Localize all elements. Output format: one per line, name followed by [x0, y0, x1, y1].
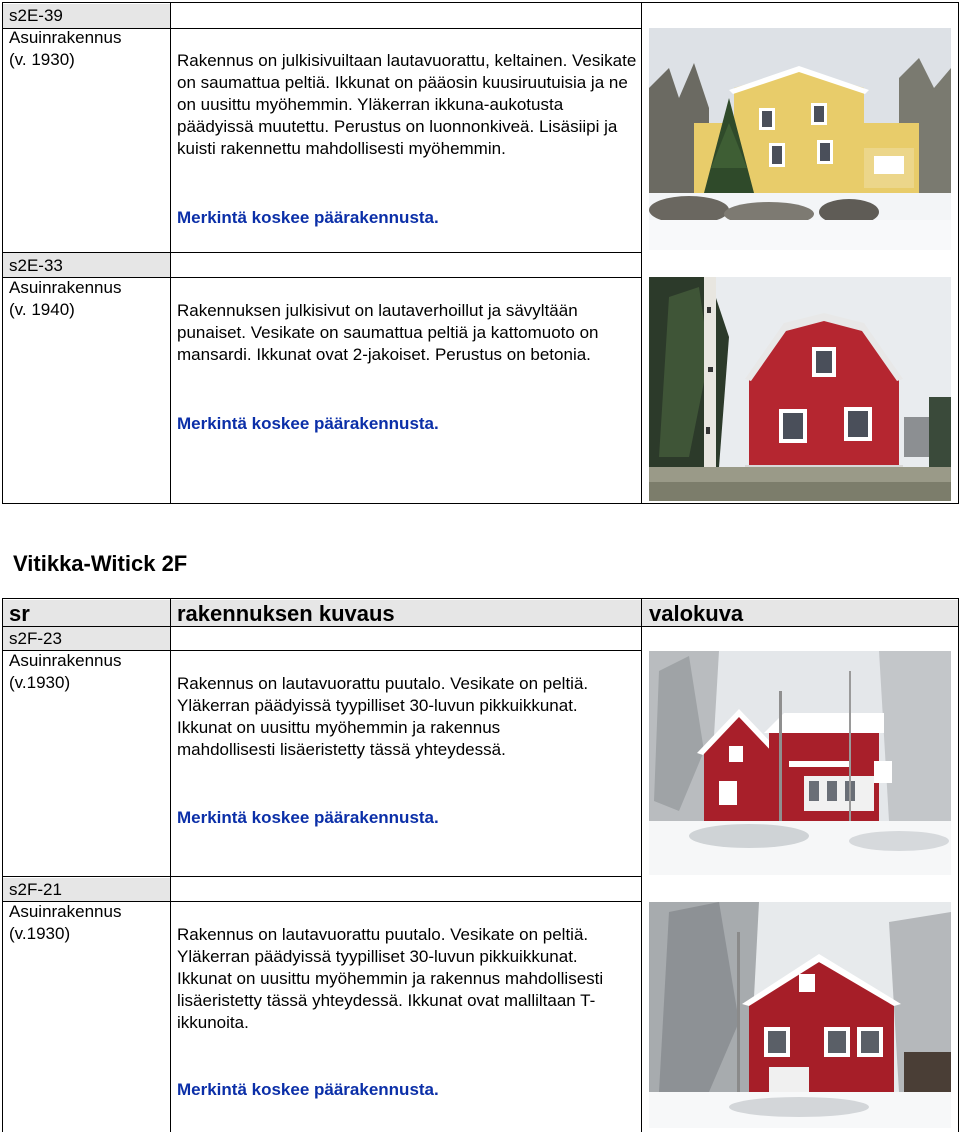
building-note: Merkintä koskee päärakennusta.	[177, 208, 439, 227]
table-border	[641, 598, 642, 1132]
table-border	[2, 503, 959, 504]
building-year: (v. 1930)	[9, 50, 75, 69]
table-border	[170, 2, 171, 504]
building-note: Merkintä koskee päärakennusta.	[177, 414, 439, 433]
column-header-description: rakennuksen kuvaus	[177, 601, 395, 626]
table-border	[2, 598, 959, 599]
table-border	[958, 598, 959, 1132]
building-code: s2F-23	[9, 629, 62, 648]
table-border	[2, 598, 3, 1132]
building-year: (v.1930)	[9, 924, 71, 943]
building-description: Rakennus on julkisivuiltaan lautavuorattu, keltainen. Vesikate on saumattua peltiä. Ikkunat on pääosin kuusiruutuisia ja ne on uusittu myöhemmin. Yläkerran ikkuna-aukotusta päädyissä muutettu. Perustus on luonnonkiveä. Lisäsiipi ja kuisti rakennettu mahdollisesti myöhemmin.	[177, 51, 637, 158]
building-type: Asuinrakennus	[9, 651, 122, 670]
building-description: Rakennuksen julkisivut on lautaverhoillut ja sävyltään punaiset. Vesikate on saumattua peltiä ja kattomuoto on mansardi. Ikkunat ovat 2-jakoiset. Perustus on betonia.	[177, 301, 599, 364]
photo-red-house-winter	[649, 651, 951, 875]
building-year: (v.1930)	[9, 673, 71, 692]
table-border	[641, 2, 642, 504]
photo-red-mansard-house	[649, 277, 951, 501]
table-border	[170, 598, 171, 1132]
table-border	[170, 650, 641, 651]
table-border	[170, 277, 641, 278]
table-border	[170, 901, 641, 902]
building-note: Merkintä koskee päärakennusta.	[177, 808, 439, 827]
building-year: (v. 1940)	[9, 300, 75, 319]
building-code: s2F-21	[9, 880, 62, 899]
building-code: s2E-39	[9, 6, 63, 25]
building-code: s2E-33	[9, 256, 63, 275]
table-border	[2, 2, 3, 504]
table-border	[2, 876, 641, 877]
table-border	[2, 2, 959, 3]
table-border	[2, 252, 641, 253]
building-note: Merkintä koskee päärakennusta.	[177, 1080, 439, 1099]
header-row-shade	[3, 600, 958, 626]
photo-yellow-house	[649, 28, 951, 250]
building-type: Asuinrakennus	[9, 902, 122, 921]
table-border	[958, 2, 959, 504]
photo-red-house-forest	[649, 902, 951, 1128]
table-border	[170, 28, 641, 29]
column-header-photo: valokuva	[649, 601, 744, 626]
section-title: Vitikka-Witick 2F	[13, 551, 188, 576]
building-type: Asuinrakennus	[9, 278, 122, 297]
building-type: Asuinrakennus	[9, 28, 122, 47]
building-description: Rakennus on lautavuorattu puutalo. Vesikate on peltiä. Yläkerran päädyissä tyypilliset 30-luvun pikkuikkunat. Ikkunat on uusittu myöhemmin ja rakennus mahdollisesti lisäeristetty tässä yhteydessä.	[177, 674, 589, 759]
column-header-sr: sr	[9, 601, 30, 626]
table-border	[2, 626, 959, 627]
building-description: Rakennus on lautavuorattu puutalo. Vesikate on peltiä. Yläkerran päädyissä tyypilliset 30-luvun pikkuikkunat. Ikkunat on uusittu myöhemmin ja rakennus mahdollisesti lisäeristetty tässä yhteydessä. Ikkunat ovat malliltaan T-ikkunoita.	[177, 925, 604, 1032]
